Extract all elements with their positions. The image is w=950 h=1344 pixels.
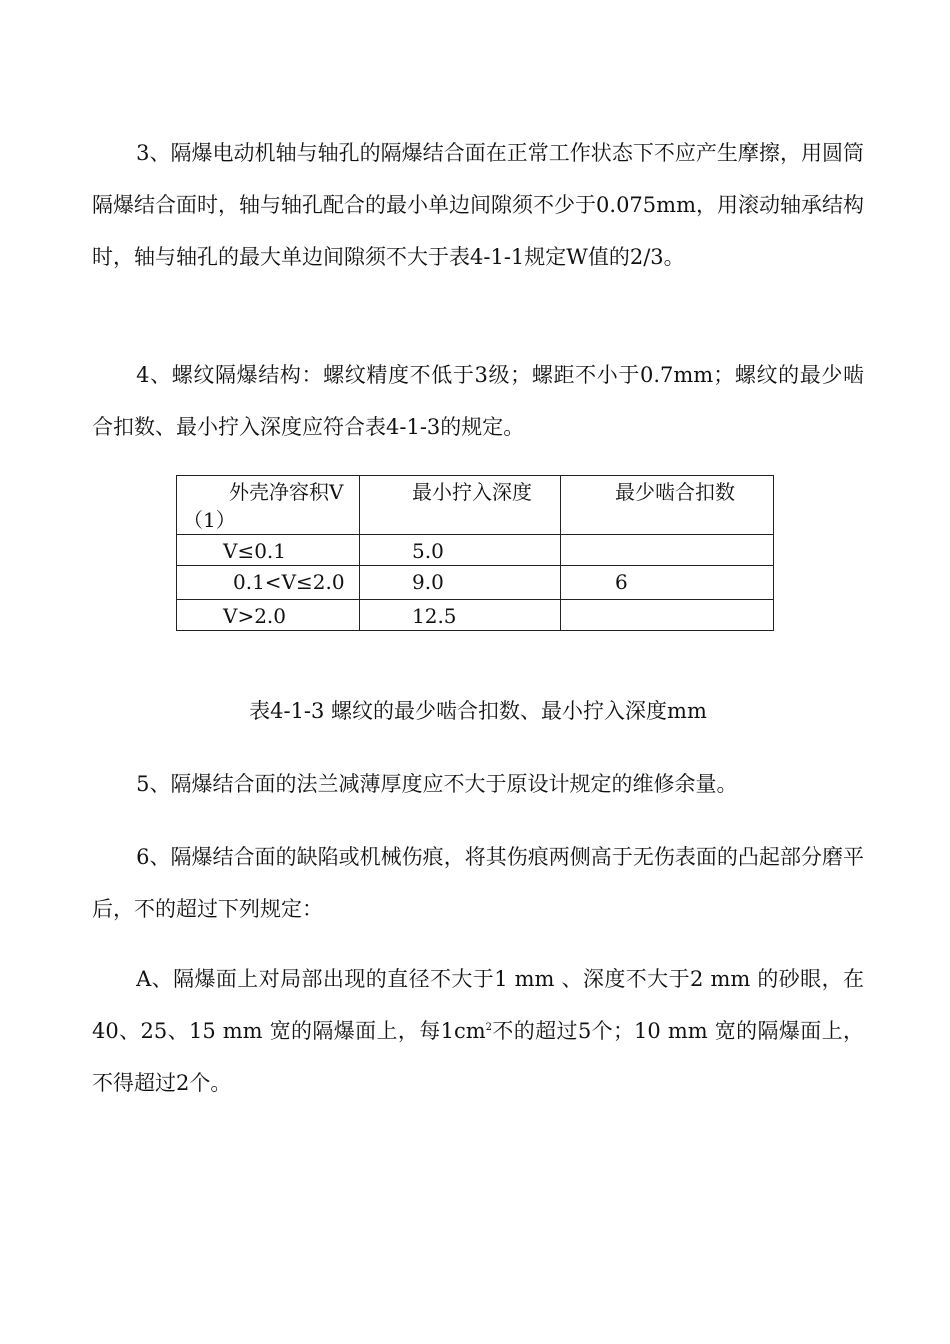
cell-volume: V≤0.1 <box>177 535 360 566</box>
cell-threads <box>561 535 774 566</box>
table-header-row <box>177 476 774 535</box>
table-row <box>177 566 774 600</box>
header-volume: 外壳净容积V（1） <box>177 476 360 535</box>
paragraph-4: 4、螺纹隔爆结构：螺纹精度不低于3级；螺距不小于0.7mm；螺纹的最少啮合扣数、最小拧入深度应符合表4-1-3的规定。 <box>92 363 864 439</box>
paragraph-5: 5、隔爆结合面的法兰减薄厚度应不大于原设计规定的维修余量。 <box>136 772 738 796</box>
cell-depth: 5.0 <box>360 535 561 566</box>
superscript-2: 2 <box>485 1022 493 1033</box>
thread-spec-table <box>176 475 774 631</box>
table-caption: 表4-1-3 螺纹的最少啮合扣数、最小拧入深度mm <box>249 699 707 723</box>
table-row <box>177 535 774 566</box>
paragraph-a <box>92 953 864 1109</box>
header-min-threads: 最少啮合扣数 <box>561 476 774 535</box>
cell-threads: 6 <box>561 566 774 600</box>
paragraph-6: 6、隔爆结合面的缺陷或机械伤痕，将其伤痕两侧高于无伤表面的凸起部分磨平后，不的超过下列规定： <box>92 845 864 921</box>
cell-depth: 9.0 <box>360 566 561 600</box>
table-row <box>177 600 774 631</box>
header-min-depth: 最小拧入深度 <box>360 476 561 535</box>
paragraph-a-text-start: A、隔爆面上对局部出现的直径不大于1 mm 、深度不大于2 mm 的砂眼，在40、25、15 mm 宽的隔爆面上，每1cm <box>92 967 864 1043</box>
cell-threads <box>561 600 774 631</box>
paragraph-a-text-end: 不的超过5个；10 mm 宽的隔爆面上，不得超过2个。 <box>92 1019 864 1095</box>
paragraph-3: 3、隔爆电动机轴与轴孔的隔爆结合面在正常工作状态下不应产生摩擦，用圆筒隔爆结合面时，轴与轴孔配合的最小单边间隙须不少于0.075mm，用滚动轴承结构时，轴与轴孔的最大单边间隙须不大于表4-1-1规定W值的2/3。 <box>92 141 864 269</box>
cell-volume: 0.1<V≤2.0 <box>177 566 360 600</box>
cell-volume: V>2.0 <box>177 600 360 631</box>
cell-depth: 12.5 <box>360 600 561 631</box>
